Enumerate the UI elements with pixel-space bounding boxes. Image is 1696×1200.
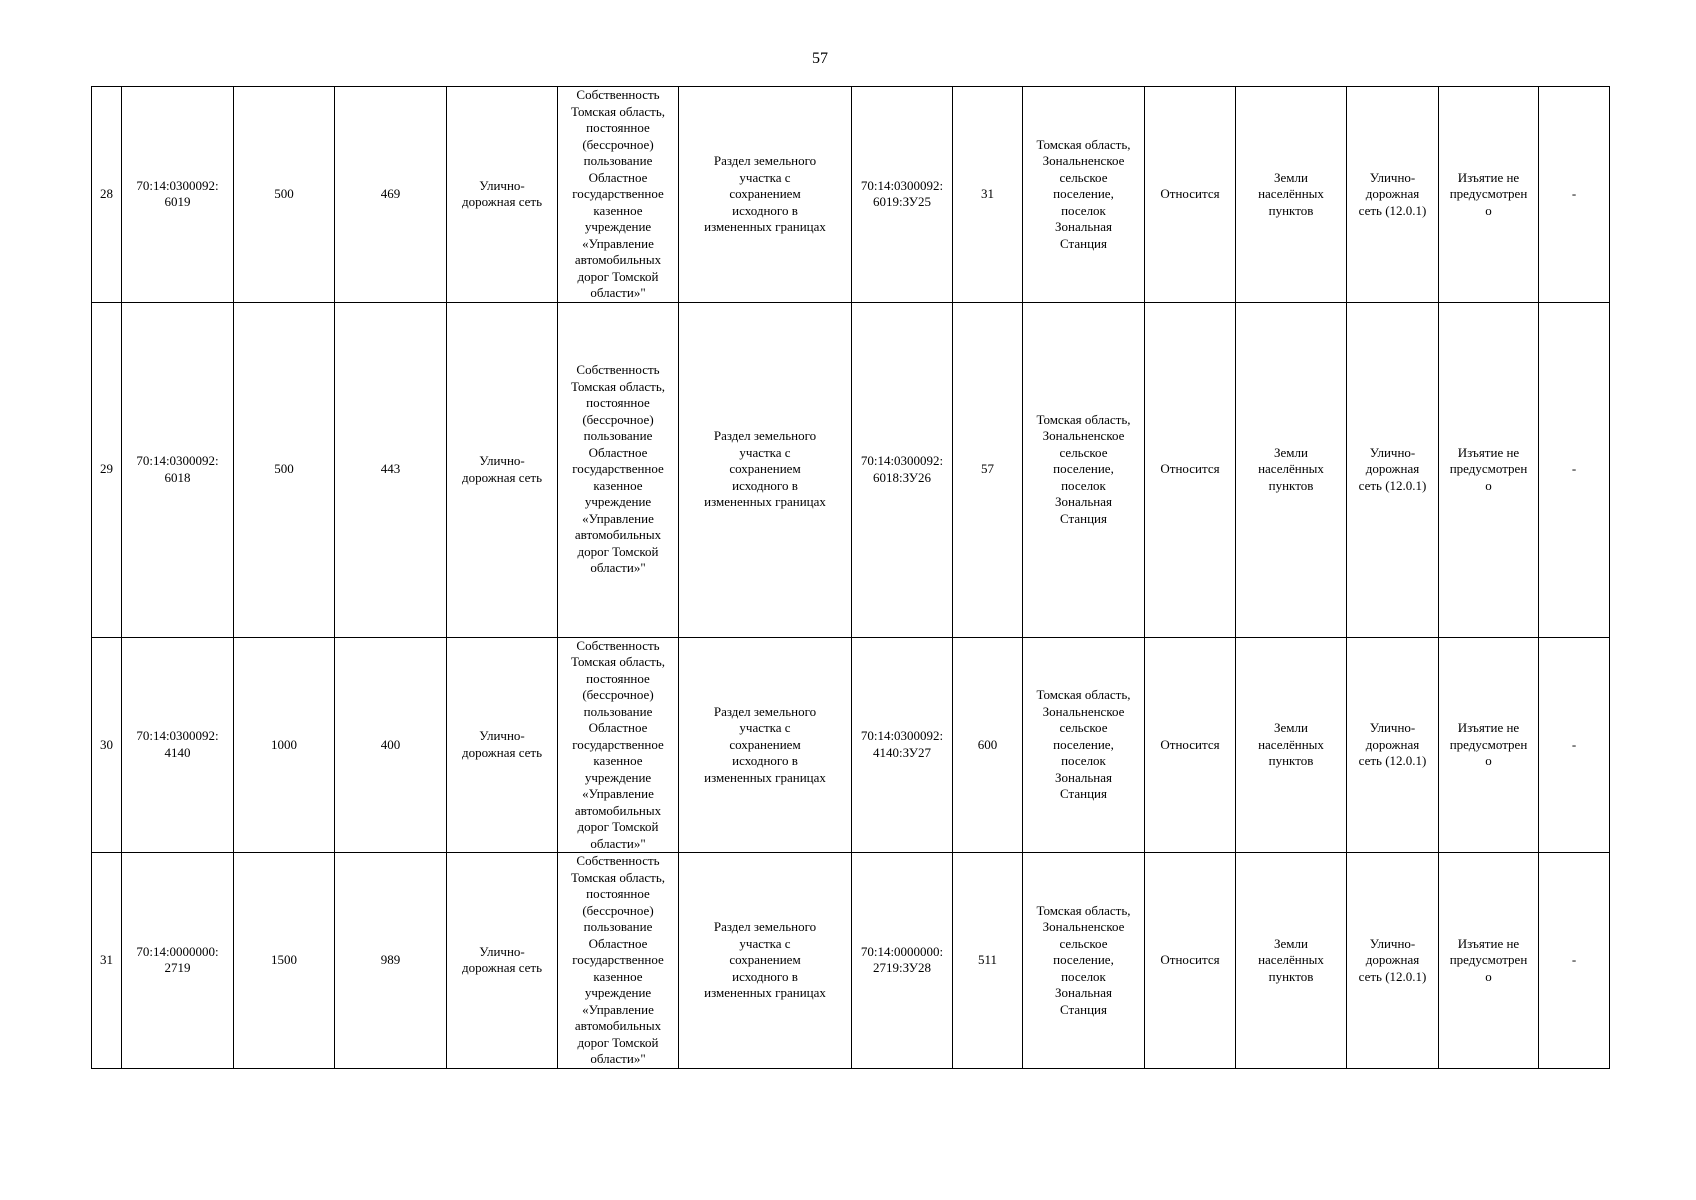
address: Томская область, Зональненское сельское поселение, поселок Зональная Станция	[1023, 87, 1145, 303]
formation-method: Раздел земельного участка с сохранением исходного в измененных границах	[679, 637, 852, 853]
table-row	[92, 637, 1610, 853]
seizure-status: Изъятие не предусмотрен о	[1439, 302, 1539, 637]
owner-info: Собственность Томская область, постоянное (бессрочное) пользование Областное государственное казенное учреждение «Управление автомобильных дорог Томской области»"	[558, 853, 679, 1069]
seizure-status: Изъятие не предусмотрен о	[1439, 87, 1539, 303]
note: -	[1539, 637, 1610, 853]
row-number: 31	[92, 853, 122, 1069]
new-plot-id: 70:14:0000000: 2719:ЗУ28	[852, 853, 953, 1069]
area-part: 400	[335, 637, 447, 853]
zone: Улично- дорожная сеть	[447, 637, 558, 853]
page-number: 57	[812, 50, 828, 67]
owner-info: Собственность Томская область, постоянное (бессрочное) пользование Областное государственное казенное учреждение «Управление автомобильных дорог Томской области»"	[558, 637, 679, 853]
relation: Относится	[1145, 302, 1236, 637]
cadastral-number: 70:14:0300092: 6019	[122, 87, 234, 303]
seizure-status: Изъятие не предусмотрен о	[1439, 853, 1539, 1069]
land-category: Земли населённых пунктов	[1236, 302, 1347, 637]
permitted-use: Улично- дорожная сеть (12.0.1)	[1347, 87, 1439, 303]
land-plots-table	[91, 86, 1610, 1069]
cadastral-number: 70:14:0000000: 2719	[122, 853, 234, 1069]
land-category: Земли населённых пунктов	[1236, 637, 1347, 853]
table-row	[92, 853, 1610, 1069]
seizure-status: Изъятие не предусмотрен о	[1439, 637, 1539, 853]
permitted-use: Улично- дорожная сеть (12.0.1)	[1347, 637, 1439, 853]
row-number: 30	[92, 637, 122, 853]
formation-method: Раздел земельного участка с сохранением исходного в измененных границах	[679, 853, 852, 1069]
area-part: 443	[335, 302, 447, 637]
row-number: 29	[92, 302, 122, 637]
total-area: 1000	[234, 637, 335, 853]
relation: Относится	[1145, 87, 1236, 303]
zone: Улично- дорожная сеть	[447, 853, 558, 1069]
zone: Улично- дорожная сеть	[447, 302, 558, 637]
table-row	[92, 302, 1610, 637]
area-part: 989	[335, 853, 447, 1069]
formation-method: Раздел земельного участка с сохранением исходного в измененных границах	[679, 87, 852, 303]
new-plot-id: 70:14:0300092: 6018:ЗУ26	[852, 302, 953, 637]
new-plot-area: 511	[953, 853, 1023, 1069]
note: -	[1539, 853, 1610, 1069]
total-area: 500	[234, 302, 335, 637]
note: -	[1539, 302, 1610, 637]
address: Томская область, Зональненское сельское поселение, поселок Зональная Станция	[1023, 302, 1145, 637]
new-plot-area: 57	[953, 302, 1023, 637]
permitted-use: Улично- дорожная сеть (12.0.1)	[1347, 302, 1439, 637]
address: Томская область, Зональненское сельское поселение, поселок Зональная Станция	[1023, 853, 1145, 1069]
owner-info: Собственность Томская область, постоянное (бессрочное) пользование Областное государственное казенное учреждение «Управление автомобильных дорог Томской области»"	[558, 87, 679, 303]
new-plot-area: 31	[953, 87, 1023, 303]
table-row	[92, 87, 1610, 303]
note: -	[1539, 87, 1610, 303]
relation: Относится	[1145, 853, 1236, 1069]
total-area: 500	[234, 87, 335, 303]
total-area: 1500	[234, 853, 335, 1069]
permitted-use: Улично- дорожная сеть (12.0.1)	[1347, 853, 1439, 1069]
formation-method: Раздел земельного участка с сохранением исходного в измененных границах	[679, 302, 852, 637]
row-number: 28	[92, 87, 122, 303]
cadastral-number: 70:14:0300092: 4140	[122, 637, 234, 853]
new-plot-area: 600	[953, 637, 1023, 853]
new-plot-id: 70:14:0300092: 6019:ЗУ25	[852, 87, 953, 303]
relation: Относится	[1145, 637, 1236, 853]
cadastral-number: 70:14:0300092: 6018	[122, 302, 234, 637]
land-category: Земли населённых пунктов	[1236, 87, 1347, 303]
land-category: Земли населённых пунктов	[1236, 853, 1347, 1069]
zone: Улично- дорожная сеть	[447, 87, 558, 303]
area-part: 469	[335, 87, 447, 303]
owner-info: Собственность Томская область, постоянное (бессрочное) пользование Областное государственное казенное учреждение «Управление автомобильных дорог Томской области»"	[558, 302, 679, 637]
address: Томская область, Зональненское сельское поселение, поселок Зональная Станция	[1023, 637, 1145, 853]
new-plot-id: 70:14:0300092: 4140:ЗУ27	[852, 637, 953, 853]
